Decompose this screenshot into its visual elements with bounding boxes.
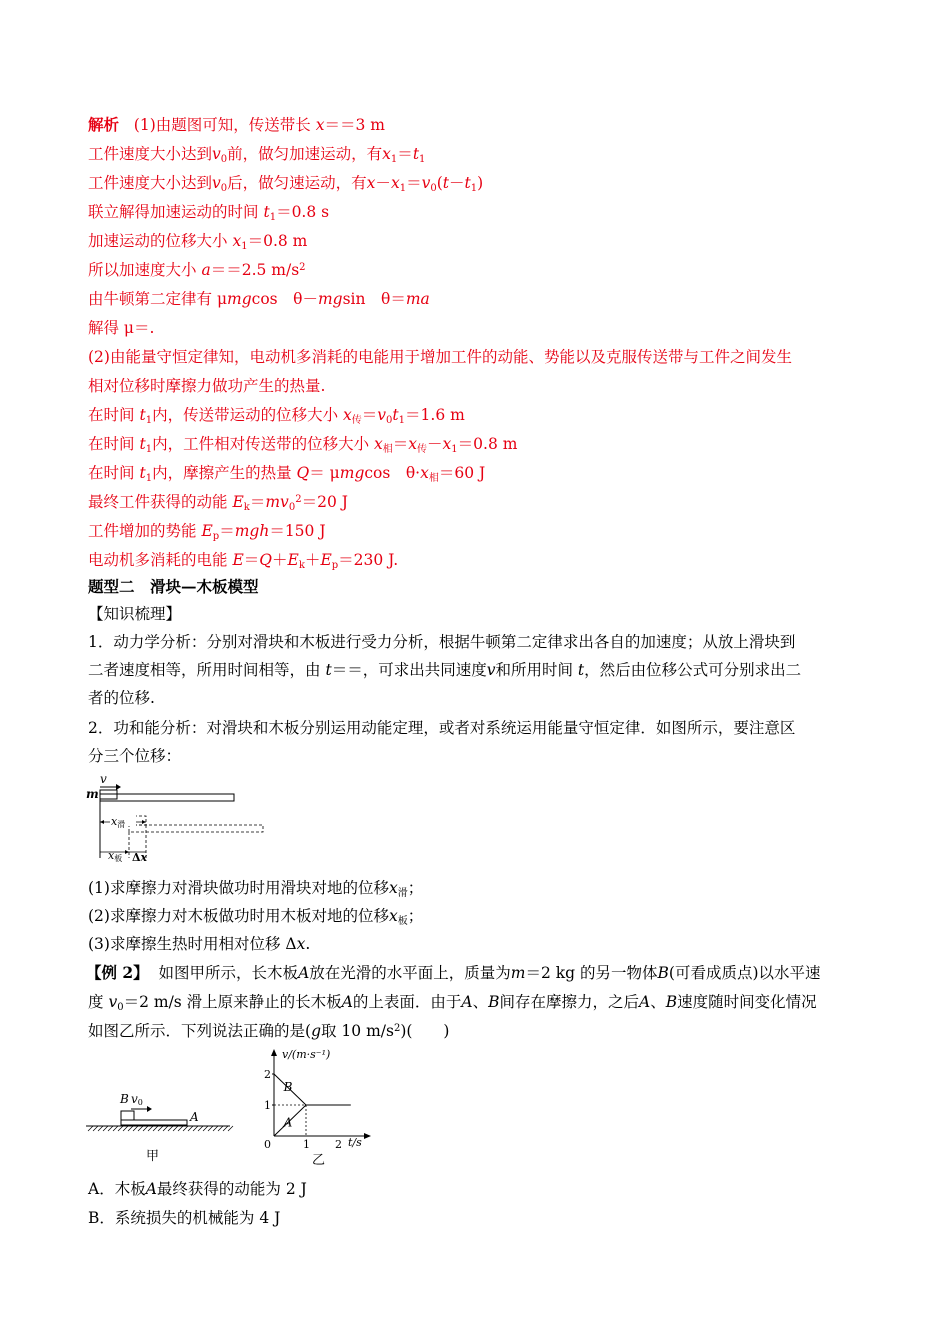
hatch-mark	[203, 1126, 208, 1131]
solution-line-8: 解得 μ＝.	[88, 319, 155, 337]
jia-caption: 甲	[146, 1149, 160, 1164]
hatch-mark	[198, 1126, 203, 1131]
hatch-mark	[173, 1126, 178, 1131]
chart-xtick-label: 0	[264, 1138, 271, 1151]
hatch-mark	[153, 1126, 158, 1131]
hatch-mark	[163, 1126, 168, 1131]
hatch-mark	[133, 1126, 138, 1131]
fig1-board-dashed	[129, 825, 263, 832]
hatch-mark	[128, 1126, 133, 1131]
jia-block-B	[121, 1111, 134, 1120]
solution-line-1: 解析 (1)由题图可知，传送带长 x＝＝3 m	[88, 115, 385, 134]
solution-line-10: 相对位移时摩擦力做功产生的热量.	[88, 377, 326, 395]
hatch-mark	[218, 1126, 223, 1131]
fig1-m-label: m	[86, 787, 99, 801]
hatch-mark	[118, 1126, 123, 1131]
chart-y-axis-arrow	[271, 1049, 277, 1056]
chart-ylabel: v/(m·s⁻¹)	[282, 1048, 331, 1061]
fig1-v-label: v	[100, 772, 107, 786]
knowledge-1a: 1．动力学分析：分别对滑块和木板进行受力分析，根据牛顿第二定律求出各自的加速度；从放上滑块到	[88, 633, 796, 651]
solution-line-5: 加速运动的位移大小 $x_1=0.8$ m	[88, 232, 308, 252]
chart-ytick-label: 1	[264, 1099, 271, 1112]
option-A[interactable]: A．木板A最终获得的动能为 2 J	[88, 1180, 307, 1198]
solution-line-13: 在时间 $t_1$内，摩擦产生的热量 Q＝ μmgcos $\theta\cdot x_相=60$ J	[88, 464, 486, 484]
knowledge-2a: 2．功和能分析：对滑块和木板分别运用动能定理，或者对系统运用能量守恒定律．如图所示，要注意区	[88, 719, 796, 737]
chart-caption: 乙	[312, 1153, 326, 1168]
jia-v0-label: v0	[131, 1092, 143, 1107]
hatch-mark	[168, 1126, 173, 1131]
chart-series-label-A: A	[283, 1115, 293, 1130]
knowledge-1c: 者的位移.	[88, 689, 155, 707]
hatch-mark	[148, 1126, 153, 1131]
hatch-mark	[108, 1126, 113, 1131]
fig1-x-ban-label: x板	[108, 849, 123, 863]
chart-ytick-label: 2	[264, 1068, 271, 1081]
solution-line-16: 电动机多消耗的电能 $E=Q+E_k+E_p=230$ J.	[88, 551, 399, 571]
hatch-mark	[213, 1126, 218, 1131]
hatch-mark	[98, 1126, 103, 1131]
hatch-mark	[138, 1126, 143, 1131]
hatch-mark	[228, 1126, 233, 1131]
hatch-mark	[103, 1126, 108, 1131]
solution-line-3: 工件速度大小达到$v_0$后，做匀速运动，有$x-x_1=v_0(t-t_1)$	[88, 174, 484, 194]
hatch-mark	[178, 1126, 183, 1131]
solution-line-6: 所以加速度大小 a＝＝2.5 $m/s^2$	[88, 261, 306, 279]
solution-line-15: 工件增加的势能 $E_p=mgh=150$ J	[88, 522, 326, 542]
hatch-mark	[123, 1126, 128, 1131]
slider-board-diagram	[86, 772, 276, 864]
fig1-arrow-head	[116, 784, 121, 790]
figure-jia	[84, 1088, 234, 1168]
solution-line-14: 最终工件获得的动能 $E_k=mv_0^2=20$ J	[88, 493, 348, 513]
hatch-mark	[223, 1126, 228, 1131]
chart-xtick-label: 2	[335, 1138, 342, 1151]
solution-line-7: 由牛顿第二定律有 μmgcos θ－mgsin θ＝ma	[88, 290, 430, 308]
point-2: (2)求摩擦力对木板做功时用木板对地的位移$x_板$；	[88, 907, 424, 927]
solution-line-2: 工件速度大小达到$v_0$前，做匀加速运动，有$x_1=t_1$	[88, 145, 426, 165]
jia-ground-hatch	[88, 1126, 233, 1131]
knowledge-header: 【知识梳理】	[88, 605, 182, 623]
knowledge-1b: 二者速度相等，所用时间相等，由 t＝＝，可求出共同速度v和所用时间 t，然后由位移公式可分别求出二	[88, 661, 802, 679]
jia-board-A	[121, 1120, 187, 1125]
hatch-mark	[208, 1126, 213, 1131]
solution-label: 解析	[88, 115, 120, 134]
chart-xtick-label: 1	[303, 1138, 310, 1151]
example-label: 【例 2】	[86, 963, 149, 982]
fig1-dx-label: Δx	[132, 851, 148, 864]
example-line-3: 如图乙所示．下列说法正确的是(g取 10 $m/s^2$)( )	[88, 1022, 450, 1040]
knowledge-2b: 分三个位移：	[88, 747, 182, 765]
jia-A-label: A	[190, 1110, 199, 1124]
hatch-mark	[88, 1126, 93, 1131]
solution-line-11: 在时间 $t_1$内，传送带运动的位移大小 $x_传=v_0t_1=1.6$ m	[88, 406, 465, 426]
jia-B-label: B	[120, 1092, 129, 1106]
section-title: 题型二 滑块—木板模型	[88, 577, 259, 596]
fig1-x-hua-label: x滑	[111, 815, 126, 829]
fig1-board	[100, 794, 234, 801]
hatch-mark	[143, 1126, 148, 1131]
point-1: (1)求摩擦力对滑块做功时用滑块对地的位移$x_滑$；	[88, 879, 424, 899]
hatch-mark	[93, 1126, 98, 1131]
chart-x-axis-arrow	[364, 1133, 371, 1139]
vt-chart	[250, 1046, 380, 1170]
hatch-mark	[188, 1126, 193, 1131]
solution-line-9: (2)由能量守恒定律知，电动机多消耗的电能用于增加工件的动能、势能以及克服传送带与工件之间发生	[88, 348, 792, 366]
solution-line-12: 在时间 $t_1$内，工件相对传送带的位移大小 $x_相=x_传-x_1=0.8$ m	[88, 435, 518, 455]
example-line-1: 【例 2】 如图甲所示，长木板A放在光滑的水平面上，质量为m＝2 kg 的另一物体B(可看成质点)以水平速	[86, 963, 821, 982]
point-3: (3)求摩擦生热时用相对位移 Δx.	[88, 935, 311, 953]
chart-series-label-B: B	[283, 1080, 293, 1095]
solution-line-4: 联立解得加速运动的时间 $t_1=0.8$ s	[88, 203, 330, 223]
hatch-mark	[193, 1126, 198, 1131]
hatch-mark	[183, 1126, 188, 1131]
example-line-2: 度 $v_0=2$ m/s 滑上原来静止的长木板A的上表面．由于A、B间存在摩擦力，之后A、B速度随时间变化情况	[88, 993, 817, 1013]
option-B[interactable]: B．系统损失的机械能为 4 J	[88, 1209, 281, 1227]
chart-xlabel: t/s	[348, 1136, 362, 1149]
hatch-mark	[158, 1126, 163, 1131]
hatch-mark	[113, 1126, 118, 1131]
